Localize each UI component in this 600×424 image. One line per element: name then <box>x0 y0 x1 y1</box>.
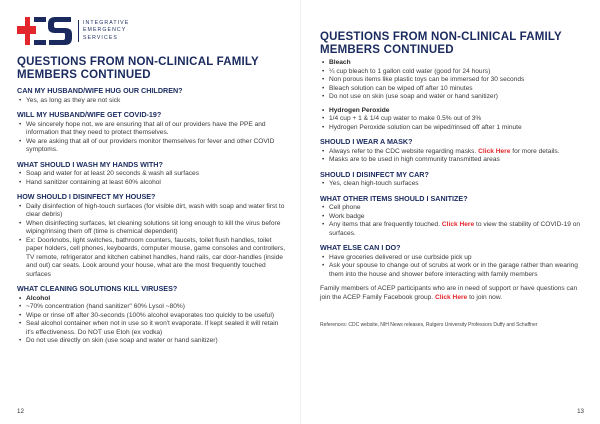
logo-text <box>78 20 129 43</box>
question-disinfect-house: HOW SHOULD I DISINFECT MY HOUSE? <box>17 192 156 201</box>
answer-list-covid <box>17 121 286 155</box>
list-item: • Yes, as long as they are not sick <box>17 97 286 106</box>
paragraph-text: Family members of ACEP participants who are in need of support or have questions can join the ACEP Family Facebook group. <box>320 285 578 301</box>
answer-list-cleaning-solutions <box>17 295 286 346</box>
logo-line-2: EMERGENCY <box>83 27 127 34</box>
question-wash-hands: WHAT SHOULD I WASH MY HANDS WITH? <box>17 159 163 169</box>
list-item: • Do not use directly on skin (use soap and water or hand sanitizer) <box>17 337 286 346</box>
logo-line-1: INTEGRATIVE <box>83 19 130 26</box>
cdc-masks-link[interactable]: Click Here <box>478 147 511 155</box>
list-item: • We are asking that all of our providers monitor themselves for fever and other COVID symptoms. <box>17 138 286 155</box>
list-item: • Hydrogen Peroxide solution can be wiped/rinsed off after 1 minute <box>320 124 584 133</box>
answer-list-disinfect-house <box>17 203 286 280</box>
question-covid: WILL MY HUSBAND/WIFE GET COVID-19? <box>17 110 162 119</box>
question-sanitize: WHAT OTHER ITEMS SHOULD I SANITIZE? <box>320 193 468 203</box>
answer-list-wash-hands <box>17 170 286 187</box>
list-item-text: Any items that are frequently touched. <box>329 221 442 228</box>
logo-mark-icon <box>17 15 73 47</box>
list-item: • ¼ cup bleach to 1 gallon cold water (good for 24 hours) <box>320 68 584 77</box>
list-item-text: for more details. <box>510 147 560 155</box>
list-item-text: Always refer to the CDC website regarding masks. <box>329 147 479 155</box>
ies-logo <box>17 14 286 48</box>
peroxide-heading: • Hydrogen Peroxide <box>320 107 584 116</box>
list-item <box>320 221 584 238</box>
list-item: • 1/4 cup + 1 & 1/4 cup water to make 0.5% out of 3% <box>320 115 584 124</box>
bleach-heading: • Bleach <box>320 59 584 68</box>
list-item: • Ask your spouse to change out of scrubs at work or in the garage rather than wearing them into the house and shower before interacting with family members <box>320 262 584 279</box>
page-number-left: 12 <box>17 408 24 415</box>
question-else: WHAT ELSE CAN I DO? <box>320 243 401 252</box>
covid-stability-link[interactable]: Click Here <box>441 221 475 228</box>
list-item: • Bleach solution can be wiped off after 10 minutes <box>320 85 584 94</box>
list-item: • Non porous items like plastic toys can be immersed for 30 seconds <box>320 76 584 85</box>
list-item: • When disinfecting surfaces, let cleaning solutions sit long enough to kill the virus before wiping/rinsing them off (time is chemical dependent) <box>17 220 286 237</box>
list-item: • Ex: Doorknobs, light switches, bathroom counters, faucets, toilet flush handles, toilet paper holders, cell phones, keyboards, computer mouse, game consoles and controllers, TV remote, refrigerator and kitchen cabinet handles, hand rails, car door-handles (inside and out) car seats. Look around your house, what are the most frequently touched surfaces <box>17 237 286 280</box>
list-item: • Cell phone <box>320 204 584 213</box>
page-title-left: QUESTIONS FROM NON-CLINICAL FAMILY MEMBERS CONTINUED <box>17 56 259 81</box>
bleach-list <box>320 59 584 102</box>
list-item: • Masks are to be used in high community transmitted areas <box>320 156 584 165</box>
paragraph-text: to join now. <box>467 293 503 301</box>
question-car: SHOULD I DISINFECT MY CAR? <box>320 169 429 179</box>
list-item <box>320 148 584 157</box>
references: References: CDC website, NIH News releases, Rutgers University Professors Duffy and Schaffner <box>320 322 538 328</box>
facebook-group-paragraph <box>320 285 584 302</box>
question-hug: CAN MY HUSBAND/WIFE HUG OUR CHILDREN? <box>17 86 183 95</box>
page-title-right: QUESTIONS FROM NON-CLINICAL FAMILY MEMBERS CONTINUED <box>320 31 562 56</box>
list-item: • ~70% concentration (hand sanitizer" 60% Lysol ~80%) <box>17 303 286 312</box>
peroxide-list <box>320 107 584 133</box>
answer-list-hug <box>17 97 286 106</box>
list-item: • We sincerely hope not, we are ensuring that all of our providers have the PPE and information that they need to protect themselves. <box>17 121 286 138</box>
list-item-alcohol-heading: • Alcohol <box>17 295 286 304</box>
list-item: • Seal alcohol container when not in use so it won't evaporate. If kept sealed it will retain it's effectiveness. Do NOT use Etoh (ex vodka) <box>17 320 286 337</box>
answer-list-sanitize <box>320 204 584 238</box>
answer-list-mask <box>320 148 584 165</box>
logo-line-3: SERVICES <box>83 34 118 41</box>
list-item: • Soap and water for at least 20 seconds & wash all surfaces <box>17 170 286 179</box>
list-item: • Yes, clean high-touch surfaces <box>320 180 584 189</box>
facebook-group-link[interactable]: Click Here <box>434 293 468 301</box>
list-item: • Wipe or rinse off after 30-seconds (100% alcohol evaporates too quickly to be useful) <box>17 312 286 321</box>
question-cleaning-solutions: WHAT CLEANING SOLUTIONS KILL VIRUSES? <box>17 284 178 293</box>
list-item: • Have groceries delivered or use curbside pick up <box>320 254 584 263</box>
list-item-text: to view the stability of COVID-19 on surfaces. <box>329 221 581 237</box>
list-item: • Do not use on skin (use soap and water or hand sanitizer) <box>320 93 584 102</box>
answer-list-car <box>320 180 584 189</box>
question-mask: SHOULD I WEAR A MASK? <box>320 137 413 146</box>
list-item: • Hand sanitizer containing at least 60% alcohol <box>17 179 286 188</box>
page-number-right: 13 <box>577 408 584 415</box>
answer-list-else <box>320 254 584 280</box>
right-page <box>300 0 600 424</box>
list-item: • Daily disinfection of high-touch surfaces (for visible dirt, wash with soap and water first to clear debris) <box>17 203 286 220</box>
list-item: • Work badge <box>320 213 584 222</box>
